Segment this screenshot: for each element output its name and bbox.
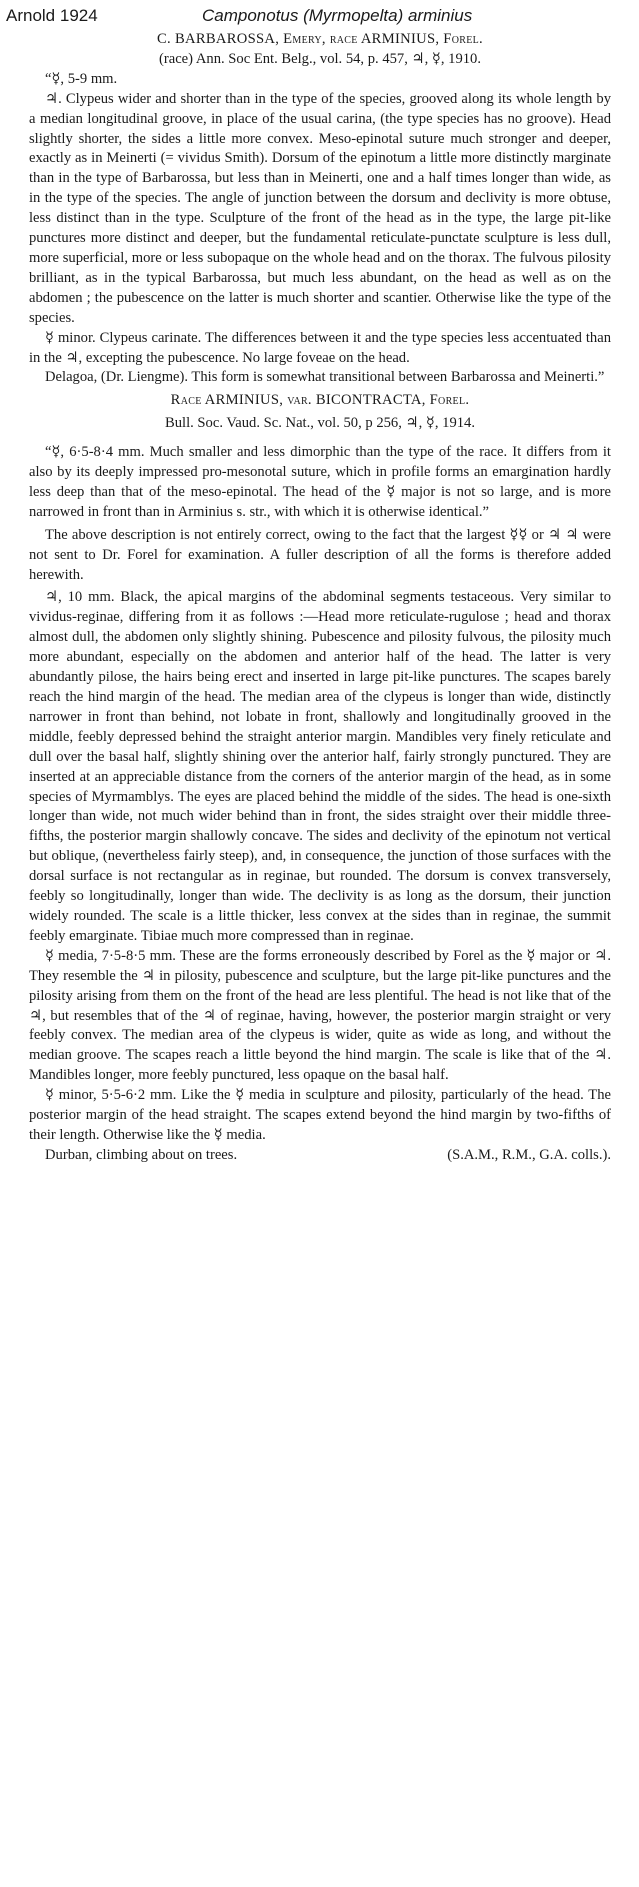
section2-media-paragraph: ☿ media, 7·5-8·5 mm. These are the forms erroneously described by Forel as the ☿ major or ♃. They resemble the ♃ in pilosity, pubescence and sculpture, but the large pit-like punctures and the pilosity arising from them on the front of the head are less plentiful. The head is not like that of the ♃, but resembles that of the ♃ of reginae, having, however, the posterior margin straight or very feebly convex. The median area of the clypeus is wider, quite as wide as long, and without the median groove. The scapes reach a little beyond the hind margin. The scale is like that of the ♃. Mandibles longer, more feebly punctured, less opaque on the basal half. <box>29 947 611 1084</box>
article-body <box>29 30 611 1166</box>
section2-note-paragraph: The above description is not entirely correct, owing to the fact that the largest ☿☿ or ♃ ♃ were not sent to Dr. Forel for examination. A fuller description of all the forms is therefore added herewith. <box>29 526 611 583</box>
section1-minor-paragraph: ☿ minor. Clypeus carinate. The differences between it and the type species less accentuated than in the ♃, excepting the pubescence. No large foveae on the head. <box>29 329 611 366</box>
section1-major-paragraph: ♃. Clypeus wider and shorter than in the type of the species, grooved along its whole length by a median longitudinal groove, in place of the usual carina, (the type species has no groove). Head slightly shorter, the sides a little more convex. Meso-epinotal suture much stronger and deeper, exactly as in Meinerti (= vividus Smith). Dorsum of the epinotum a little more distinctly marginate than in the type of Barbarossa, but less than in Meinerti, one and a half times longer than wide, as in the type of the species. The angle of junction between the dorsum and declivity is more obtuse, less distinct than in the type. Sculpture of the front of the head as in the type, the large pit-like punctures more distinct and deeper, but the fundamental reticulate-punctate sculpture is less dull, more superficial, more or less subopaque on the whole head and on the thorax. The fulvous pilosity brilliant, as in the typical Barbarossa, but much less abundant, on the head as well as on the abdomen ; the pubescence on the latter is much shorter and scantier. Otherwise like the type of the species. <box>29 90 611 326</box>
section2-minor-paragraph: ☿ minor, 5·5-6·2 mm. Like the ☿ media in sculpture and pilosity, particularly of the head. The posterior margin of the head straight. The scapes extend beyond the hind margin by two-fifths of their length. Otherwise like the ☿ media. <box>29 1087 611 1143</box>
section2-heading: Race ARMINIUS, var. BICONTRACTA, Forel. <box>170 392 470 409</box>
section1-locality-paragraph: Delagoa, (Dr. Liengme). This form is somewhat transitional between Barbarossa and Meinerti.” <box>45 369 605 386</box>
section1-heading: C. BARBAROSSA, Emery, race ARMINIUS, Forel. <box>157 31 483 47</box>
page-header <box>6 6 626 30</box>
section2-reference: Bull. Soc. Vaud. Sc. Nat., vol. 50, p 256, ♃, ☿, 1914. <box>165 415 475 432</box>
section2-quote-paragraph: “☿, 6·5-8·4 mm. Much smaller and less dimorphic than the type of the race. It differs from it also by its deeply impressed pro-mesonotal suture, which in profile forms an emargination hardly less deep than that of the meso-epinotal. The head of the ☿ major is not so large, and is more narrowed in front than in Arminius s. str., with which it is otherwise identical.” <box>29 444 611 520</box>
locality-text: Durban, climbing about on trees. <box>45 1146 238 1163</box>
section2-major-paragraph: ♃, 10 mm. Black, the apical margins of the abdominal segments testaceous. Very similar to vividus-reginae, differing from it as follows :—Head more reticulate-rugulose ; head and thorax almost dull, the abdomen only slightly shining. Pubescence and pilosity fulvous, the pilosity much more abundant, especially on the abdomen and anterior half of the head. The latter is very abundantly pilose, the hairs being erect and inserted in large pit-like punctures. The scapes barely reach the hind margin of the head. The median area of the clypeus is longer than wide, distinctly narrower in front than behind, not lobate in front, shallowly and longitudinally grooved in the middle, feebly depressed behind the straight anterior margin. Mandibles very finely reticulate and dull over the basal half, slightly shining over the anterior half, fairly strongly punctured. They are inserted at an appreciable distance from the corners of the anterior margin of the head, as in some species of Myrmamblys. The eyes are placed behind the middle of the sides. The head is one-sixth longer than wide, not much wider behind than in front, the sides straight over their middle three-fifths, the posterior margin shallowly concave. The sides and declivity of the epinotum not vertical but oblique, (nevertheless fairly steep), and, in consequence, the junction of those surfaces with the dorsal surface is not rectangular as in reginae, but rounded. The dorsum is convex transversely, feebly so longitudinally, longer than wide. The declivity is as long as the dorsum, their junction widely rounded. The scale is a little thicker, less convex at the sides than in reginae, the summit feebly emarginate. Tibiae much more compressed than in reginae. <box>29 589 611 944</box>
section1-size-paragraph: “☿, 5-9 mm. <box>45 70 118 87</box>
collections-text: (S.A.M., R.M., G.A. colls.). <box>447 1146 611 1163</box>
locality-line <box>29 1146 611 1166</box>
taxon-title: Camponotus (Myrmopelta) arminius <box>202 6 473 25</box>
author-year: Arnold 1924 <box>6 6 98 25</box>
section1-reference: (race) Ann. Soc Ent. Belg., vol. 54, p. 457, ♃, ☿, 1910. <box>159 50 481 67</box>
